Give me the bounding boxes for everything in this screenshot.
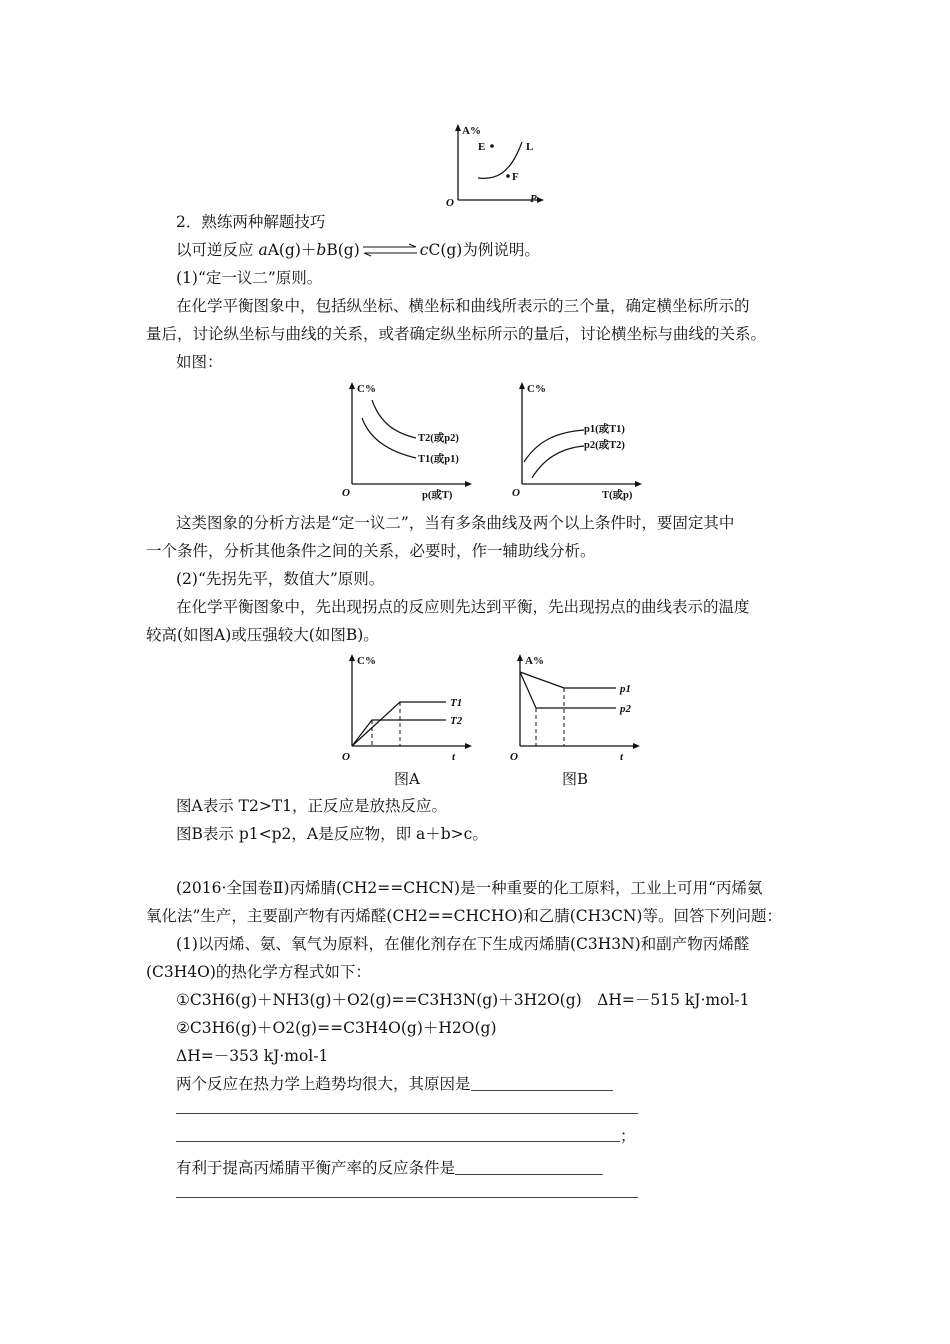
conclusion-b: 图B表示 p1<p2，A是反应物，即 a＋b>c。 — [176, 825, 488, 843]
axis-label-y: C% — [357, 383, 376, 395]
answer-blank-1[interactable] — [471, 1074, 613, 1091]
coef-a: a — [258, 241, 268, 259]
enthalpy-2: ΔH=－353 kJ·mol-1 — [176, 1047, 329, 1065]
answer-blank-2[interactable] — [455, 1158, 603, 1175]
analysis-para-2: 一个条件，分析其他条件之间的关系，必要时，作一辅助线分析。 — [146, 542, 596, 560]
as-figure: 如图： — [176, 353, 223, 371]
caption-figure-b: 图B — [562, 770, 589, 788]
rule1-title: (1)“定一议二”原则。 — [176, 269, 323, 287]
point-label-f: F — [512, 171, 519, 183]
figure-c-percent-vs-p — [340, 378, 480, 503]
curve-label-l: L — [526, 141, 534, 153]
rule1-para-1: 在化学平衡图象中，包括纵坐标、横坐标和曲线所表示的三个量，确定横坐标所示的 — [176, 297, 750, 315]
curve-label-lower: T1(或p1) — [418, 454, 459, 465]
question-1-text: 两个反应在热力学上趋势均很大，其原因是 — [176, 1075, 471, 1093]
problem-line-3: (1)以丙烯、氨、氧气为原料，在催化剂存在下生成丙烯腈(C3H3N)和副产物丙烯醛 — [176, 935, 750, 953]
figure-c-percent-vs-t — [510, 378, 650, 503]
series-label-t1: T1 — [450, 697, 463, 709]
axis-label-y: C% — [357, 655, 376, 667]
axis-label-x: p(或T) — [422, 490, 453, 501]
figure-a-c-percent-vs-t — [340, 650, 480, 765]
curve-lower — [362, 418, 416, 458]
axis-label-y: A% — [525, 655, 544, 667]
curve-lower — [532, 446, 584, 478]
axis-label-x: t — [620, 751, 624, 763]
series-label-t2: T2 — [450, 715, 463, 727]
axis-label-x: T(或p) — [602, 490, 633, 501]
series-p1 — [520, 672, 616, 688]
question-1 — [176, 1074, 613, 1094]
equilibrium-arrow-icon — [361, 243, 419, 257]
series-t1 — [352, 702, 446, 746]
intro-line — [176, 240, 540, 260]
answer-blank-1-line-2[interactable] — [176, 1112, 638, 1114]
series-label-p2: p2 — [620, 703, 631, 715]
point-f — [506, 174, 510, 178]
point-e — [490, 144, 494, 148]
origin-label: O — [342, 487, 350, 499]
curve-label-upper: T2(或p2) — [418, 433, 459, 444]
curve-label-lower: p2(或T2) — [584, 440, 625, 451]
curve-label-upper: p1(或T1) — [584, 424, 625, 435]
series-label-p1: p1 — [620, 683, 631, 695]
point-label-e: E — [478, 141, 486, 153]
axis-label-x: t — [452, 751, 456, 763]
intro-A: A(g)＋ — [267, 241, 317, 259]
origin-label: O — [512, 487, 520, 499]
answer-blank-1-line-3[interactable] — [176, 1140, 620, 1142]
equation-2: ②C3H6(g)＋O2(g)==C3H4O(g)＋H2O(g) — [176, 1019, 497, 1037]
question-2 — [176, 1158, 603, 1178]
rule1-para-2: 量后，讨论纵坐标与曲线的关系，或者确定纵坐标所示的量后，讨论横坐标与曲线的关系。 — [146, 325, 767, 343]
rule2-para-2: 较高(如图A)或压强较大(如图B)。 — [146, 626, 379, 644]
coef-c: c — [419, 241, 429, 259]
axis-label-x: P — [530, 193, 537, 205]
figure-a-percent-vs-p — [440, 120, 550, 210]
intro-C: C(g)为例说明。 — [428, 241, 540, 259]
coef-b: b — [316, 241, 327, 259]
curve-upper — [372, 400, 416, 438]
origin-label: O — [342, 751, 350, 763]
origin-label: O — [510, 751, 518, 763]
problem-line-4: (C3H4O)的热化学方程式如下： — [146, 963, 371, 981]
axis-label-y: C% — [527, 383, 546, 395]
problem-line-1: (2016·全国卷Ⅱ)丙烯腈(CH2==CHCN)是一种重要的化工原料，工业上可用“丙烯氨 — [176, 879, 763, 897]
question-2-text: 有利于提高丙烯腈平衡产率的反应条件是 — [176, 1159, 456, 1177]
answer-blank-2-line-2[interactable] — [176, 1196, 638, 1198]
rule2-para-1: 在化学平衡图象中，先出现拐点的反应则先达到平衡，先出现拐点的曲线表示的温度 — [176, 598, 750, 616]
curve-upper — [524, 430, 584, 462]
caption-figure-a: 图A — [394, 770, 420, 788]
problem-line-2: 氧化法”生产，主要副产物有丙烯醛(CH2==CHCHO)和乙腈(CH3CN)等。回答下列问题： — [146, 907, 782, 925]
rule2-title: (2)“先拐先平，数值大”原则。 — [176, 570, 385, 588]
section-heading: 2．熟练两种解题技巧 — [176, 213, 326, 231]
origin-label: O — [446, 197, 454, 209]
axis-label-y: A% — [462, 125, 481, 137]
intro-pre: 以可逆反应 — [176, 241, 259, 259]
analysis-para-1: 这类图象的分析方法是“定一议二”，当有多条曲线及两个以上条件时，要固定其中 — [176, 514, 735, 532]
equation-1: ①C3H6(g)＋NH3(g)＋O2(g)==C3H3N(g)＋3H2O(g) ΔH=－515 kJ·mol-1 — [176, 991, 750, 1009]
intro-B: B(g) — [326, 241, 360, 259]
conclusion-a: 图A表示 T2>T1，正反应是放热反应。 — [176, 797, 448, 815]
semicolon: ； — [620, 1127, 636, 1145]
figure-b-a-percent-vs-t — [508, 650, 648, 765]
